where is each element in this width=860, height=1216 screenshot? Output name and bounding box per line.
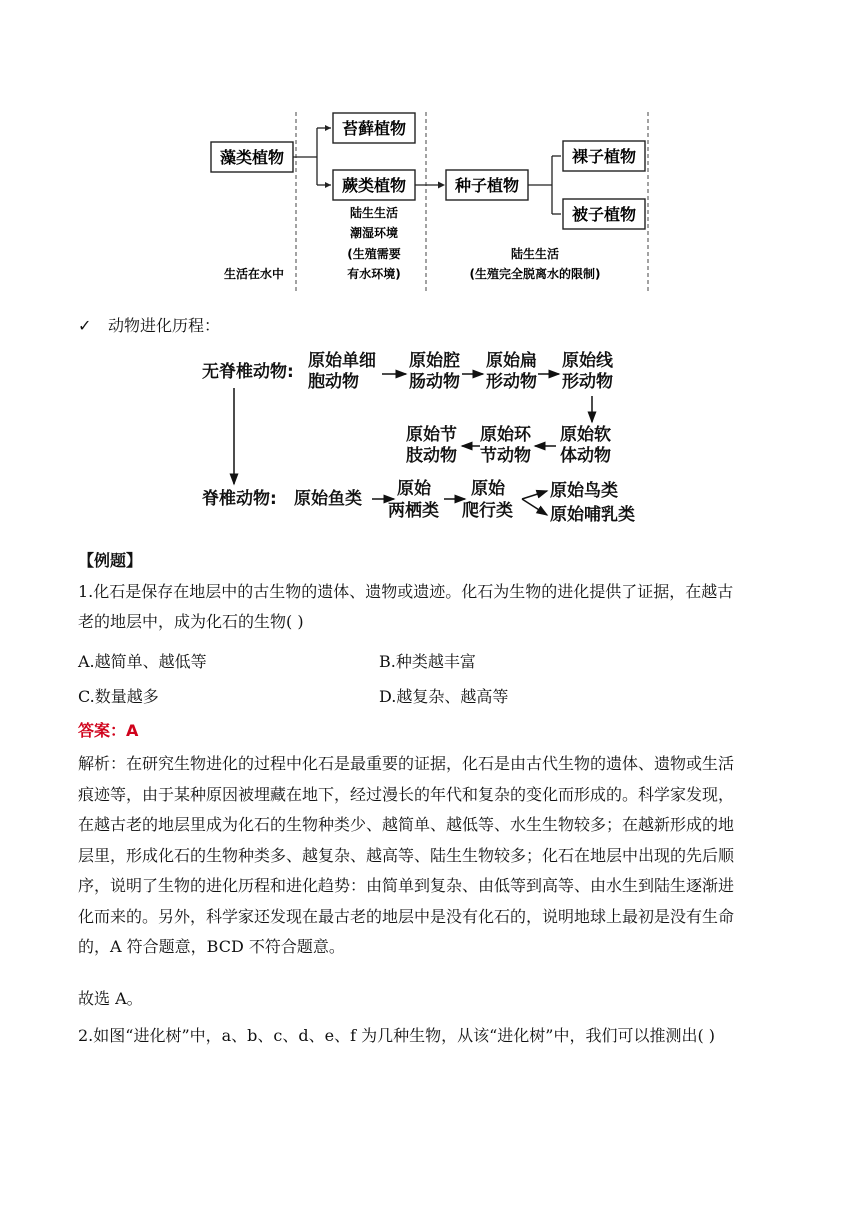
question-1-line-2: 老的地层中，成为化石的生物( ) (78, 612, 304, 631)
question-1-line-1: 1.化石是保存在地层中的古生物的遗体、遗物或遗迹。化石为生物的进化提供了证据，在越古 (78, 582, 734, 601)
analysis-block (78, 749, 784, 963)
node-unicellular-1: 原始单细 (308, 351, 376, 371)
note-water: 生活在水中 (223, 267, 285, 281)
node-unicellular-2: 胞动物 (308, 372, 359, 392)
analysis-line: 解析：在研究生物进化的过程中化石是最重要的证据，化石是由古代生物的遗体、遗物或生活 (78, 754, 735, 773)
node-arthropod-1: 原始节 (406, 425, 457, 445)
angiosperm-label: 被子植物 (571, 205, 637, 224)
question-1 (78, 577, 784, 637)
node-coelenterate-1: 原始腔 (409, 351, 460, 371)
analysis-line: 化而来的。另外，科学家还发现在最古老的地层中是没有化石的，说明地球上最初是没有生命 (78, 906, 735, 926)
algae-label: 藻类植物 (219, 148, 285, 167)
node-coelenterate-2: 肠动物 (409, 372, 460, 392)
note-fern-1: 陆生生活 (349, 206, 399, 220)
question-2: 2.如图“进化树”中，a、b、c、d、e、f 为几种生物，从该“进化树”中，我们可以推测出( ) (78, 1026, 716, 1045)
node-flatworm-1: 原始扁 (486, 351, 537, 371)
example-heading-text: 【例题】 (78, 551, 143, 570)
analysis-line: 层里，形成化石的生物种类多、越复杂、越高等、陆生生物较多；化石在地层中出现的先后顺 (78, 845, 735, 865)
note-fern-2: 潮湿环境 (349, 226, 399, 240)
analysis-line: 序，说明了生物的进化历程和进化趋势：由简单到复杂、由低等到高等、由水生到陆生逐渐进 (78, 876, 735, 895)
note-fern-4: 有水环境) (347, 267, 401, 281)
option-d: D.越复杂、越高等 (379, 687, 509, 706)
option-b: B.种类越丰富 (379, 652, 476, 671)
invertebrate-label: 无脊椎动物: (202, 362, 294, 382)
node-flatworm-2: 形动物 (486, 372, 537, 392)
animal-heading (78, 314, 220, 338)
animal-evolution-diagram (200, 348, 650, 528)
node-arthropod-2: 肢动物 (406, 446, 457, 466)
note-seed-1: 陆生生活 (510, 247, 560, 261)
animal-heading-text: 动物进化历程： (108, 316, 221, 335)
conclusion: 故选 A。 (78, 989, 143, 1008)
node-amphibian-1: 原始 (397, 479, 431, 499)
node-annelid-2: 节动物 (480, 446, 531, 466)
node-bird: 原始鸟类 (550, 481, 618, 501)
gymnosperm-label: 裸子植物 (571, 147, 637, 166)
node-mollusk-1: 原始软 (560, 425, 611, 445)
vertebrate-label: 脊椎动物: (202, 489, 277, 509)
node-reptile-2: 爬行类 (462, 501, 513, 521)
node-reptile-1: 原始 (471, 479, 505, 499)
option-c: C.数量越多 (78, 687, 159, 706)
fern-label: 蕨类植物 (341, 176, 407, 195)
node-fish: 原始鱼类 (294, 489, 362, 509)
moss-label: 苔藓植物 (341, 119, 407, 138)
note-fern-3: (生殖需要 (347, 247, 401, 261)
analysis-line: 痕迹等，由于某种原因被埋藏在地下，经过漫长的年代和复杂的变化而形成的。科学家发现， (78, 784, 735, 804)
node-amphibian-2: 两栖类 (388, 501, 439, 521)
node-mollusk-2: 体动物 (560, 446, 611, 466)
node-annelid-1: 原始环 (480, 425, 531, 445)
example-heading (78, 546, 784, 576)
seed-label: 种子植物 (454, 176, 520, 195)
check-icon: ✓ (78, 316, 92, 335)
node-roundworm-1: 原始线 (562, 351, 613, 371)
answer-label: 答案：A (78, 721, 139, 740)
option-a: A.越简单、越低等 (78, 652, 207, 671)
plant-evolution-diagram (205, 108, 655, 294)
node-roundworm-2: 形动物 (562, 372, 613, 392)
node-mammal: 原始哺乳类 (550, 505, 635, 525)
analysis-line: 的，A 符合题意，BCD 不符合题意。 (78, 937, 345, 956)
analysis-line: 在越古老的地层里成为化石的生物种类少、越简单、越低等、水生生物较多；在越新形成的地 (78, 815, 735, 834)
note-seed-2: (生殖完全脱离水的限制) (469, 267, 601, 281)
